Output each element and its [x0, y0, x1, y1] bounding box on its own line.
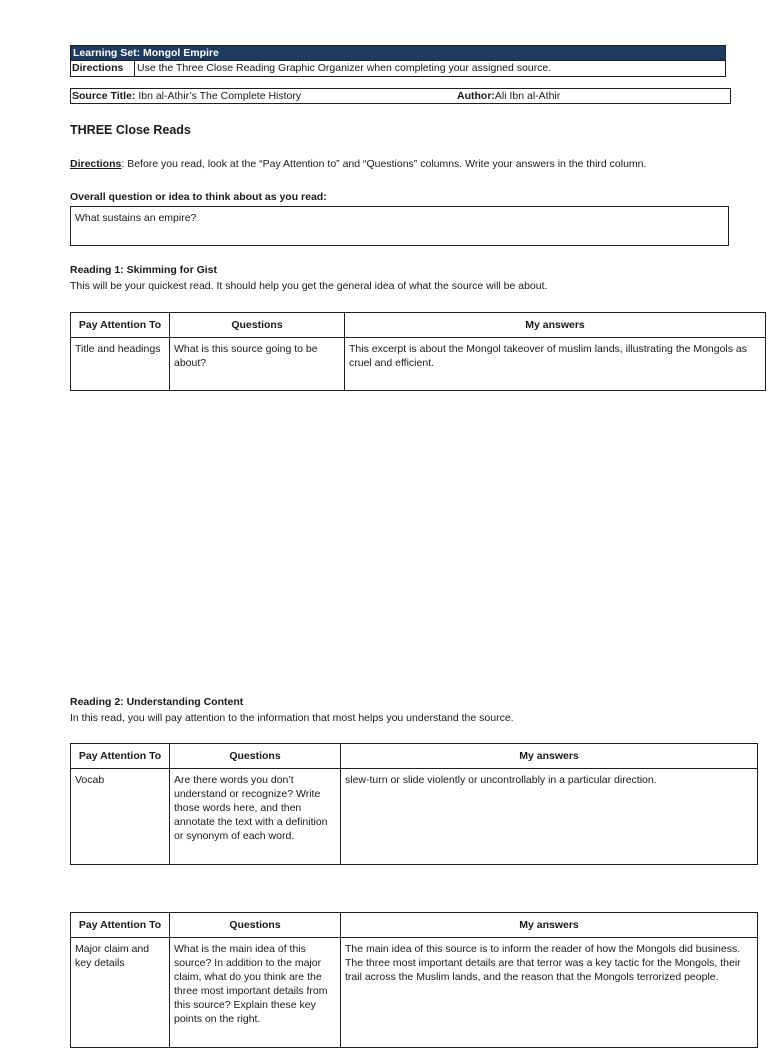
attention-cell: Title and headings: [71, 338, 170, 391]
header-questions: Questions: [170, 744, 341, 769]
overall-answer: What sustains an empire?: [75, 212, 197, 224]
table-header-row: [71, 744, 758, 769]
answer-cell[interactable]: The main idea of this source is to inform the reader of how the Mongols did business. The three most important details are that terror was a key tactic for the Mongols, their trail across the Muslim lands, and the reason that the Mongols terrorized people.: [341, 938, 758, 1048]
header-questions: Questions: [170, 313, 345, 338]
answer-cell[interactable]: This excerpt is about the Mongol takeover of muslim lands, illustrating the Mongols as cruel and efficient.: [345, 338, 766, 391]
directions-row: [70, 61, 726, 77]
reading1-table: [70, 312, 766, 391]
overall-question-label: Overall question or idea to think about as you read:: [70, 191, 327, 203]
reading2-table: [70, 743, 758, 865]
reading3-table: [70, 912, 758, 1048]
page-title: THREE Close Reads: [70, 123, 191, 137]
header-my-answers: My answers: [341, 744, 758, 769]
header-my-answers: My answers: [341, 913, 758, 938]
header-pay-attention: Pay Attention To: [71, 313, 170, 338]
learning-set-bar: [70, 45, 726, 61]
learning-set-title: Learning Set: Mongol Empire: [73, 47, 219, 59]
attention-cell: Vocab: [71, 769, 170, 865]
header-pay-attention: Pay Attention To: [71, 744, 170, 769]
source-title: Source Title: Ibn al-Athir’s The Complete History: [72, 90, 302, 102]
table-row: [71, 338, 766, 391]
header-questions: Questions: [170, 913, 341, 938]
directions-text: Use the Three Close Reading Graphic Organizer when completing your assigned source.: [137, 62, 552, 74]
table-header-row: [71, 313, 766, 338]
overall-answer-box[interactable]: [70, 206, 729, 246]
answer-cell[interactable]: slew-turn or slide violently or uncontrollably in a particular direction.: [341, 769, 758, 865]
reading2-subtitle: In this read, you will pay attention to the information that most helps you understand the source.: [70, 712, 514, 724]
reading1-subtitle: This will be your quickest read. It should help you get the general idea of what the source will be about.: [70, 280, 548, 292]
source-row: [70, 88, 731, 104]
directions-label: Directions: [71, 61, 135, 76]
table-row: [71, 938, 758, 1048]
author: Author:Ali Ibn al-Athir: [457, 90, 561, 102]
question-cell: What is the main idea of this source? In addition to the major claim, what do you think are the three most important details from this source? Explain these key points on the right.: [170, 938, 341, 1048]
header-pay-attention: Pay Attention To: [71, 913, 170, 938]
attention-cell: Major claim and key details: [71, 938, 170, 1048]
question-cell: What is this source going to be about?: [170, 338, 345, 391]
header-my-answers: My answers: [345, 313, 766, 338]
table-row: [71, 769, 758, 865]
question-cell: Are there words you don’t understand or recognize? Write those words here, and then annotate the text with a definition or synonym of each word.: [170, 769, 341, 865]
table-header-row: [71, 913, 758, 938]
reading1-title: Reading 1: Skimming for Gist: [70, 264, 218, 276]
directions-paragraph: Directions: Before you read, look at the “Pay Attention to” and “Questions” columns. Write your answers in the third column.: [70, 158, 647, 170]
reading2-title: Reading 2: Understanding Content: [70, 696, 244, 708]
